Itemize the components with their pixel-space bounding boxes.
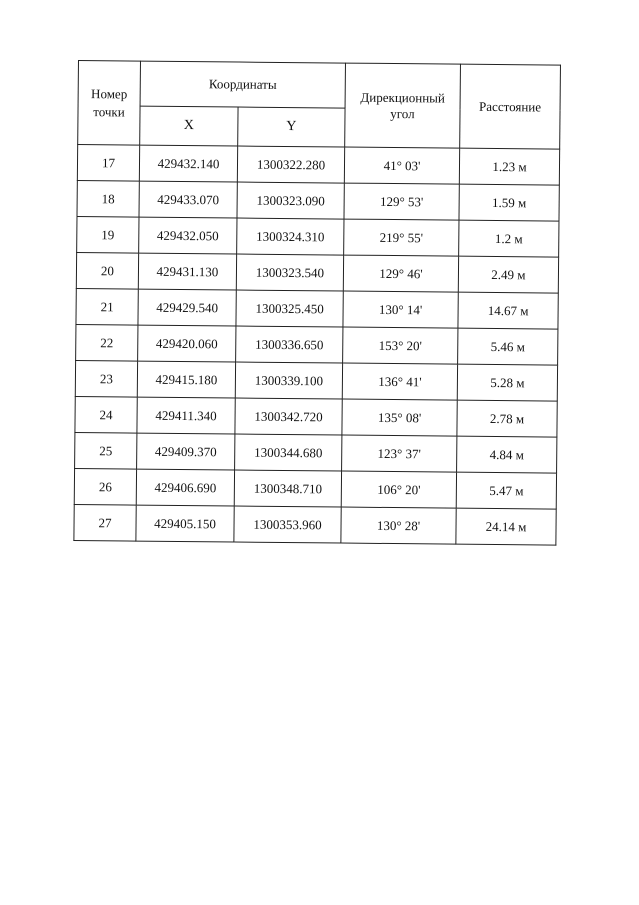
cell-distance: 5.46 м (458, 328, 558, 365)
cell-point-number: 22 (76, 324, 138, 361)
table-body (74, 145, 560, 546)
cell-x: 429431.130 (138, 253, 236, 290)
cell-point-number: 18 (77, 180, 139, 217)
table-row (76, 324, 558, 365)
cell-distance: 1.59 м (459, 184, 559, 221)
cell-y: 1300344.680 (235, 434, 342, 471)
table-row (75, 360, 557, 401)
header-direction-line2: угол (390, 105, 415, 121)
table-row (76, 288, 558, 329)
cell-x: 429406.690 (136, 469, 234, 506)
cell-y: 1300348.710 (234, 470, 341, 507)
table-row (77, 145, 559, 186)
cell-distance: 2.49 м (458, 256, 558, 293)
cell-y: 1300342.720 (235, 398, 342, 435)
cell-distance: 1.2 м (459, 220, 559, 257)
cell-angle: 130° 28' (341, 507, 456, 544)
header-point-number-line2: точки (93, 103, 125, 119)
cell-x: 429405.150 (136, 505, 234, 542)
cell-y: 1300336.650 (236, 326, 343, 363)
cell-distance: 2.78 м (457, 400, 557, 437)
cell-y: 1300353.960 (234, 506, 341, 543)
cell-point-number: 20 (76, 252, 138, 289)
table-row (77, 180, 559, 221)
cell-angle: 135° 08' (342, 399, 457, 436)
cell-angle: 41° 03' (344, 147, 459, 184)
cell-angle: 106° 20' (341, 471, 456, 508)
cell-point-number: 27 (74, 504, 136, 541)
cell-angle: 129° 46' (343, 255, 458, 292)
cell-point-number: 25 (75, 432, 137, 469)
cell-x: 429432.140 (139, 145, 237, 182)
cell-x: 429420.060 (138, 325, 236, 362)
table-row (76, 252, 558, 293)
coordinates-table (73, 60, 561, 546)
table-row (75, 396, 557, 437)
cell-point-number: 26 (74, 468, 136, 505)
cell-distance: 4.84 м (457, 436, 557, 473)
cell-angle: 219° 55' (344, 219, 459, 256)
cell-point-number: 17 (77, 145, 139, 182)
cell-distance: 5.47 м (456, 472, 556, 509)
cell-x: 429409.370 (137, 433, 235, 470)
cell-y: 1300339.100 (235, 362, 342, 399)
cell-x: 429429.540 (138, 289, 236, 326)
cell-y: 1300323.090 (237, 182, 344, 219)
header-y: Y (238, 107, 345, 147)
cell-point-number: 21 (76, 288, 138, 325)
table-row (74, 468, 556, 509)
coordinates-table-wrapper (73, 60, 561, 546)
header-distance: Расстояние (460, 64, 561, 149)
table-row (77, 216, 559, 257)
cell-distance: 24.14 м (456, 508, 556, 545)
header-x: X (140, 106, 238, 146)
cell-angle: 123° 37' (342, 435, 457, 472)
cell-y: 1300323.540 (236, 254, 343, 291)
header-point-number-line1: Номер (91, 85, 128, 101)
cell-point-number: 19 (77, 216, 139, 253)
cell-angle: 129° 53' (344, 183, 459, 220)
cell-point-number: 24 (75, 396, 137, 433)
table-row (74, 504, 556, 545)
cell-x: 429411.340 (137, 397, 235, 434)
cell-y: 1300325.450 (236, 290, 343, 327)
cell-angle: 136° 41' (342, 363, 457, 400)
cell-distance: 5.28 м (457, 364, 557, 401)
cell-x: 429432.050 (139, 217, 237, 254)
header-direction-angle (345, 63, 461, 148)
cell-x: 429415.180 (137, 361, 235, 398)
header-point-number (78, 61, 141, 146)
header-direction-line1: Дирекционный (360, 89, 445, 106)
cell-distance: 14.67 м (458, 292, 558, 329)
cell-angle: 153° 20' (343, 327, 458, 364)
cell-distance: 1.23 м (459, 148, 559, 185)
cell-point-number: 23 (75, 360, 137, 397)
cell-y: 1300322.280 (237, 146, 344, 183)
cell-x: 429433.070 (139, 181, 237, 218)
cell-angle: 130° 14' (343, 291, 458, 328)
table-row (75, 432, 557, 473)
cell-y: 1300324.310 (237, 218, 344, 255)
header-coordinates: Координаты (140, 61, 345, 108)
